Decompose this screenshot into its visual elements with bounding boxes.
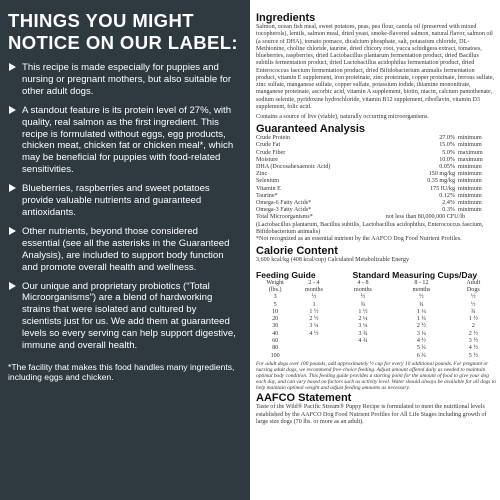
analysis-value: 0.35 mg/kg [427, 178, 455, 185]
feeding-cups: 2 ½ [416, 323, 426, 330]
feeding-cups: 2 ½ [309, 316, 319, 323]
feeding-header-row-1 [256, 280, 496, 287]
feeding-cups [294, 353, 333, 360]
feeding-cups: 4 ½ [468, 345, 478, 352]
aafco-title: AAFCO Statement [256, 392, 352, 405]
feeding-cups: 3 ¼ [309, 323, 319, 330]
feeding-note: For adult dogs over 100 pounds, add approximately ½ cup for every 10 additional pounds. For pregnant or nursing adult dogs, we recommend free-choice feeding. Adjust amount offered daily as needed to maintain optimal body condition. This feeding guide provides a starting point for the amount of food to give your dog each day, and can vary based on factors such as activity level. Water should always be available for all dogs to help maintain optimal weight and adjust feeding amounts as necessary. [256, 360, 496, 392]
header-cell: months [412, 286, 431, 293]
bullet-arrow-icon [9, 282, 16, 290]
nutrition-label-panel [250, 0, 500, 500]
feeding-cups [294, 338, 333, 345]
analysis-value: 27.0% [439, 135, 455, 142]
feeding-weight: 80 [272, 345, 279, 352]
analysis-row [256, 150, 496, 157]
analysis-qualifier: maximum [458, 156, 483, 163]
microorganism-list: (Lactobacillus plantarum, Bacillus subtilis, Lactobacillus acidophilus, Enterococcus faecium, Bifidobacterium animalis) [256, 221, 484, 235]
feeding-row [256, 316, 496, 323]
analysis-qualifier: minimum [458, 135, 482, 142]
guaranteed-analysis-table [256, 135, 496, 221]
heading-line-1: THINGS YOU MIGHT [8, 10, 194, 31]
feeding-cups: 4 ½ [416, 338, 426, 345]
header-cell: Weight [266, 279, 284, 286]
analysis-row [256, 178, 496, 185]
analysis-title: Guaranteed Analysis [256, 123, 366, 136]
bullet-arrow-icon [9, 63, 16, 71]
analysis-value: 0.05% [439, 164, 455, 171]
bullet-text: Blueberries, raspberries and sweet potatoes provide valuable nutrients and guaranteed antioxidants. [22, 183, 210, 218]
ingredients-title: Ingredients [256, 12, 316, 24]
facility-footnote: *The facility that makes this food handles many ingredients, including eggs and chicken. [8, 361, 235, 383]
analysis-qualifier: minimum [458, 207, 482, 214]
analysis-row [256, 200, 496, 207]
feeding-cups: 5 ½ [468, 352, 478, 359]
bullet-text: A standout feature is its protein level of 27%, with quality, real salmon as the first ingredient. This recipe is formulated without eggs, egg products, chicken meat, chicken fat or chicken meal*, which may be beneficial for puppies with food-related sensitivities. [22, 104, 234, 176]
panel-heading [8, 10, 238, 54]
heading-line-2: NOTICE ON OUR LABEL: [8, 32, 238, 53]
feeding-weight: 40 [272, 330, 279, 337]
feeding-weight: 60 [272, 338, 279, 345]
analysis-qualifier: minimum [458, 142, 482, 149]
feeding-cups: 3 ¾ [358, 330, 368, 337]
analysis-qualifier: minimum [458, 185, 482, 192]
feeding-cups: 1 ½ [309, 308, 319, 315]
analysis-row [256, 214, 496, 221]
bullet-nutrients [8, 226, 238, 274]
analysis-nutrient: Crude Protein [256, 135, 291, 142]
bullet-arrow-icon [9, 184, 16, 192]
feeding-cups [334, 353, 392, 360]
analysis-qualifier: maximum [458, 149, 483, 156]
feeding-row [256, 353, 496, 360]
analysis-nutrient: Vitamin E [256, 185, 281, 192]
analysis-qualifier: minimum [458, 178, 482, 185]
analysis-value: not less than 80,000,000 CFU/lb [385, 214, 466, 221]
analysis-value: 15.0% [439, 142, 455, 149]
header-cell: months [305, 286, 323, 293]
analysis-nutrient: Crude Fiber [256, 149, 286, 156]
bullet-probiotics [8, 281, 238, 352]
analysis-row [256, 171, 496, 178]
analysis-nutrient: Omega-6 Fatty Acids* [256, 200, 312, 207]
feeding-cups: 1 ½ [358, 308, 368, 315]
feeding-cups: ¾ [360, 301, 366, 308]
feeding-cups: 1 ¼ [416, 308, 426, 315]
feeding-row [256, 302, 496, 309]
analysis-value: 175 IU/kg [430, 185, 455, 192]
feeding-cups: ½ [419, 294, 424, 301]
feeding-cups: 5 ¾ [416, 345, 426, 352]
feeding-cups: ¾ [419, 301, 424, 308]
feeding-row [256, 345, 496, 352]
bullet-protein [8, 105, 238, 176]
feeding-cups: ½ [471, 294, 476, 301]
feeding-weight: 5 [273, 301, 277, 308]
asterisk-note: *Not recognized as an essential nutrient by the AAFCO Dog Food Nutrient Profiles. [256, 236, 462, 243]
header-cell: 4 - 8 [357, 279, 369, 286]
analysis-nutrient: Omega-3 Fatty Acids* [256, 207, 312, 214]
analysis-row [256, 186, 496, 193]
ingredients-text: Salmon, ocean fish meal, sweet potatoes, peas, pea flour, canola oil (preserved with mixed tocopherols), lentils, salmon meal, dried yeast, smoke-flavored salmon, natural flavor, salmon oil (a source of DHA), tomato pomace, dicalcium phosphate, salt, potassium chloride, DL-Methionine, choline chloride, taurine, dried chicory root, yucca schidigera extract, tomatoes, blueberries, raspberries, dried Lactobacillus plantarum fermentation product, dried Bacillus subtilis fermentation product, dried Lactobacillus acidophilus fermentation product, dried Enterococcus faecium fermentation product, dried Bifidobacterium animalis fermentation product, vitamin E supplement, iron proteinate, zinc proteinate, copper proteinate, ferrous sulfate, zinc sulfate, manganese sulfate, copper sulfate, potassium iodide, thiamine mononitrate, manganese proteinate, ascorbic acid, vitamin A supplement, biotin, niacin, calcium pantothenate, sodium selenite, pyridoxine hydrochloride, vitamin B12 supplement, riboflavin, vitamin D3 supplement, folic acid. [256, 24, 495, 110]
bullet-puppies [8, 62, 238, 98]
bullet-arrow-icon [9, 106, 16, 114]
feeding-weight: 30 [272, 323, 279, 330]
feeding-row [256, 323, 496, 330]
analysis-nutrient: Total Microorganisms* [256, 214, 313, 221]
analysis-nutrient: Taurine* [256, 192, 278, 199]
bullet-text: Our unique and proprietary probiotics (“Total Microorganisms”) are a blend of hardworking strains that were isolated and cultured by scientists just for us. We add them at guaranteed levels so every serving can help support digestive, immune and overall health. [22, 280, 236, 352]
bullet-text: This recipe is made especially for puppies and nursing or pregnant mothers, but also suitable for other adult dogs. [22, 62, 232, 97]
analysis-qualifier: minimum [458, 171, 482, 178]
feeding-cups [334, 345, 392, 352]
header-cell: 8 - 12 [414, 279, 429, 286]
feeding-cups [294, 345, 333, 352]
feeding-guide-title: Feeding Guide [256, 269, 316, 280]
feeding-row [256, 338, 496, 345]
feeding-weight: 10 [272, 308, 279, 315]
feeding-row [256, 294, 496, 301]
feeding-cups: 2 ½ [468, 330, 478, 337]
header-cell: Dogs [466, 286, 480, 293]
calorie-text: 3,600 kcal/kg (408 kcal/cup) Calculated Metabolizable Energy [256, 257, 410, 264]
feeding-cups: ¾ [471, 308, 476, 315]
feeding-cups: 1 ¾ [416, 316, 426, 323]
analysis-qualifier: minimum [458, 192, 482, 199]
microorganisms-note: Contains a source of live (viable), naturally occurring microorganisms. [256, 114, 429, 120]
analysis-nutrient: DHA (Docosahexaenoic Acid) [256, 164, 331, 171]
header-cell: (lbs.) [268, 286, 282, 293]
bullet-text: Other nutrients, beyond those considered essential (see all the asterisks in the Guaranteed Analysis), are included to support body function and promote overall health and wellness. [22, 225, 230, 273]
header-cell: Adult [466, 279, 481, 286]
bullet-arrow-icon [9, 227, 16, 235]
feeding-row [256, 309, 496, 316]
analysis-row [256, 157, 496, 164]
calorie-title: Calorie Content [256, 245, 338, 258]
analysis-nutrient: Moisture [256, 156, 279, 163]
feeding-cups: 3 ¼ [416, 330, 426, 337]
bullet-antioxidants [8, 183, 238, 219]
analysis-value: 2.4% [442, 200, 455, 207]
header-cell: months [353, 286, 372, 293]
measuring-cups-title: Standard Measuring Cups/Day [352, 269, 478, 280]
analysis-row [256, 164, 496, 171]
analysis-qualifier: minimum [458, 200, 482, 207]
feeding-cups: 2 ¼ [358, 316, 368, 323]
feeding-cups: 6 ¾ [416, 352, 426, 359]
feeding-cups: ½ [360, 294, 366, 301]
feeding-weight: 100 [270, 352, 280, 359]
analysis-row [256, 207, 496, 214]
analysis-value: 0.3% [442, 207, 455, 214]
feeding-cups: 2 [471, 323, 475, 330]
analysis-row [256, 193, 496, 200]
analysis-value: 150 mg/kg [428, 171, 455, 178]
feeding-row [256, 331, 496, 338]
feeding-cups: ½ [471, 301, 476, 308]
analysis-row [256, 135, 496, 142]
header-cell: 2 - 4 [308, 279, 320, 286]
feeding-weight: 20 [272, 316, 279, 323]
feeding-guide-table [256, 270, 496, 360]
analysis-value: 0.12% [439, 192, 455, 199]
analysis-nutrient: Selenium [256, 178, 280, 185]
feeding-cups: 1 ½ [468, 316, 478, 323]
feeding-cups: 4 ½ [309, 330, 319, 337]
analysis-nutrient: Zinc [256, 171, 268, 178]
feeding-cups: 1 [312, 301, 316, 308]
analysis-value: 5.0% [442, 149, 455, 156]
feeding-cups: 3 ¼ [358, 323, 368, 330]
aafco-text: Taste of the Wild® Pacific Stream® Puppy Recipe is formulated to meet the nutritional levels established by the AAFCO Dog Food Nutrient Profiles for All Life Stages including growth of large size dogs (70 lbs. or more as an adult). [256, 404, 487, 425]
feeding-cups: ½ [311, 294, 317, 301]
analysis-row [256, 142, 496, 149]
analysis-qualifier: minimum [458, 164, 482, 171]
analysis-value: 10.0% [439, 156, 455, 163]
feeding-cups: 3 ½ [468, 338, 478, 345]
feeding-weight: 3 [273, 294, 277, 301]
analysis-nutrient: Crude Fat [256, 142, 281, 149]
feeding-header-row-2 [256, 287, 496, 294]
feeding-cups: 4 ¾ [358, 338, 368, 345]
